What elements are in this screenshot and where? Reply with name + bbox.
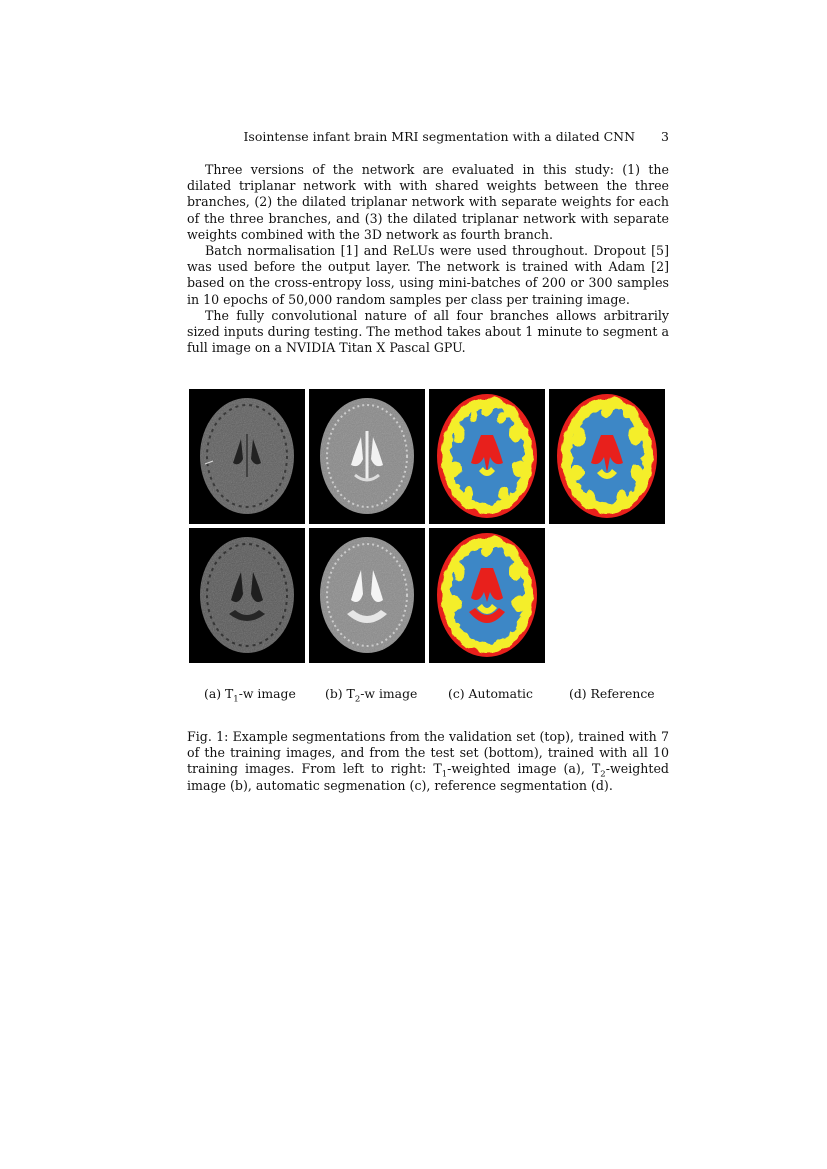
t2-test-image: [309, 528, 425, 663]
reference-validation-segmentation: [549, 389, 665, 524]
subcaption-a-suffix: -w image: [238, 686, 296, 701]
subcaption-c: (c) Automatic: [448, 686, 533, 701]
t1-test-image: [189, 528, 305, 663]
figure-1: [189, 389, 667, 665]
caption-label: Fig. 1:: [187, 729, 229, 744]
paragraph-versions: Three versions of the network are evaluated in this study: (1) the dilated triplanar network with with shared weights between the three branches, (2) the dilated triplanar network with separate weights for each of the three branches, and (3) the dilated triplanar network with separate weights combined with the 3D network as fourth branch.: [187, 162, 669, 242]
paragraph-testing: The fully convolutional nature of all four branches allows arbitrarily sized inputs during testing. The method takes about 1 minute to segment a full image on a NVIDIA Titan X Pascal GPU.: [187, 307, 669, 356]
subcaption-a: [204, 686, 296, 704]
figure-caption: [187, 729, 669, 794]
running-head: [187, 129, 669, 144]
subcaption-b-suffix: -w image: [360, 686, 418, 701]
automatic-validation-segmentation: [429, 389, 545, 524]
body-text: [187, 162, 669, 356]
caption-part-2: -weighted image (a), T: [447, 761, 601, 777]
subcaption-b: [325, 686, 417, 704]
t1-validation-image: [189, 389, 305, 524]
caption-sub-1: 1: [441, 769, 448, 780]
subcaption-b-sub: 2: [354, 694, 361, 705]
automatic-test-segmentation: [429, 528, 545, 663]
t2-validation-image: [309, 389, 425, 524]
running-title: Isointense infant brain MRI segmentation with a dilated CNN: [243, 129, 636, 144]
subcaption-b-prefix: (b) T: [325, 686, 355, 701]
caption-part-3: -weighted image (b), automatic segmenation (c), reference segmentation (d).: [187, 761, 669, 793]
subcaption-a-prefix: (a) T: [204, 686, 234, 701]
caption-part-1: Example segmentations from the validation set (top), trained with 7 of the training images, and from the test set (bottom), trained with all 10 training images. From left to right: T: [187, 729, 669, 777]
page-number: 3: [661, 129, 669, 144]
caption-sub-2: 2: [600, 769, 606, 780]
paragraph-training: Batch normalisation [1] and ReLUs were used throughout. Dropout [5] was used before the output layer. The network is trained with Adam [2] based on the cross-entropy loss, using mini-batches of 200 or 300 samples in 10 epochs of 50,000 random samples per class per training image.: [187, 243, 669, 307]
subcaption-d: (d) Reference: [569, 686, 655, 701]
subcaption-a-sub: 1: [233, 694, 239, 705]
